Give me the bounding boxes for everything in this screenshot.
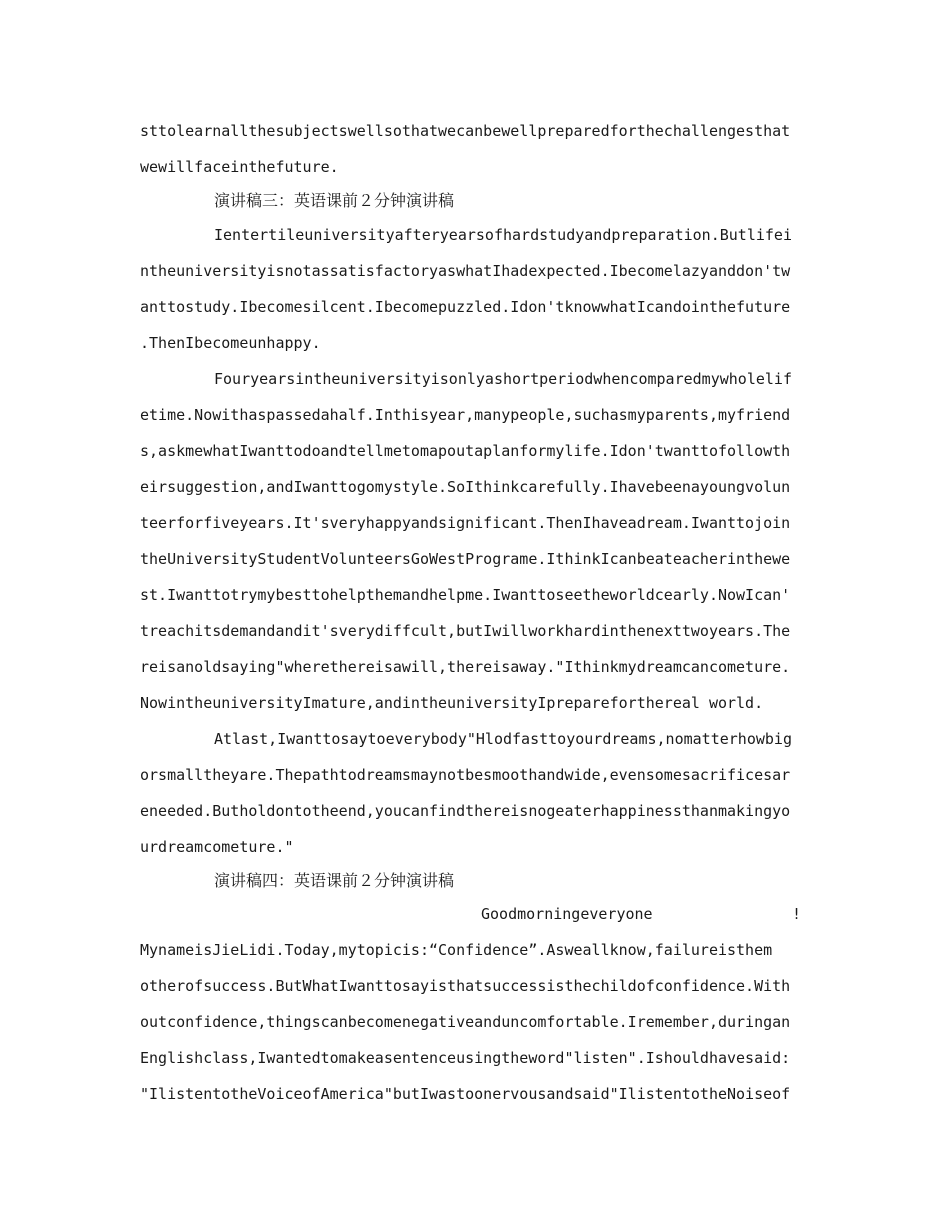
paragraph-line: ntheuniversityisnotassatisfactoryaswhatIhadexpected.Ibecomelazyanddon'tw: [140, 262, 791, 280]
paragraph-line: eneeded.Butholdontotheend,youcanfindthereisnogeaterhappinessthanmakingyo: [140, 802, 791, 820]
paragraph-line: anttostudy.Ibecomesilcent.Ibecomepuzzled.Idon'tknowwhatIcandointhefuture: [140, 298, 791, 316]
paragraph-line: wewillfaceinthefuture.: [140, 158, 339, 176]
section-heading-3: 演讲稿三：英语课前２分钟演讲稿: [214, 191, 455, 210]
greeting-text: Goodmorningeveryone: [481, 905, 653, 923]
paragraph-line: teerforfiveyears.It'sveryhappyandsignificant.ThenIhaveadream.Iwanttojoin: [140, 514, 791, 532]
paragraph-line: Englishclass,Iwantedtomakeasentenceusingtheword"listen".Ishouldhavesaid:: [140, 1049, 791, 1067]
paragraph-line: orsmalltheyare.Thepathtodreamsmaynotbesmoothandwide,evensomesacrificesar: [140, 766, 791, 784]
paragraph-line: .ThenIbecomeunhappy.: [140, 334, 321, 352]
paragraph-line: Ientertileuniversityafteryearsofhardstudyandpreparation.Butlifei: [214, 226, 792, 244]
paragraph-line: reisanoldsaying"wherethereisawill,thereisaway."Ithinkmydreamcancometure.: [140, 658, 791, 676]
paragraph-line: sttolearnallthesubjectswellsothatwecanbewellpreparedforthechallengesthat: [140, 122, 791, 140]
paragraph-line: eirsuggestion,andIwanttogomystyle.SoIthinkcarefully.Ihavebeenayoungvolun: [140, 478, 791, 496]
paragraph-line: etime.Nowithaspassedahalf.Inthisyear,manypeople,suchasmyparents,myfriend: [140, 406, 791, 424]
section-heading-4: 演讲稿四：英语课前２分钟演讲稿: [214, 871, 455, 890]
paragraph-line: Fouryearsintheuniversityisonlyashortperiodwhencomparedmywholelif: [214, 370, 792, 388]
paragraph-line: treachitsdemandandit'sverydiffcult,butIwillworkhardinthenexttwoyears.The: [140, 622, 791, 640]
paragraph-line: otherofsuccess.ButWhatIwanttosayisthatsuccessisthechildofconfidence.With: [140, 977, 791, 995]
paragraph-line: s,askmewhatIwanttodoandtellmetomapoutaplanformylife.Idon'twanttofollowth: [140, 442, 791, 460]
paragraph-line: NowintheuniversityImature,andintheuniversityIprepareforthereal world.: [140, 694, 764, 712]
greeting-exclamation: !: [792, 905, 802, 923]
paragraph-line: "IlistentotheVoiceofAmerica"butIwastoonervousandsaid"IlistentotheNoiseof: [140, 1085, 791, 1103]
paragraph-line: MynameisJieLidi.Today,mytopicis:“Confidence”.Asweallknow,failureisthem: [140, 941, 773, 959]
paragraph-line: theUniversityStudentVolunteersGoWestPrograme.IthinkIcanbeateacherinthewe: [140, 550, 791, 568]
paragraph-line: urdreamcometure.": [140, 838, 294, 856]
paragraph-line: st.Iwanttotrymybesttohelpthemandhelpme.Iwanttoseetheworldcearly.NowIcan': [140, 586, 791, 604]
paragraph-line: outconfidence,thingscanbecomenegativeanduncomfortable.Iremember,duringan: [140, 1013, 791, 1031]
paragraph-line: Atlast,Iwanttosaytoeverybody"Hlodfasttoyourdreams,nomatterhowbig: [214, 730, 792, 748]
